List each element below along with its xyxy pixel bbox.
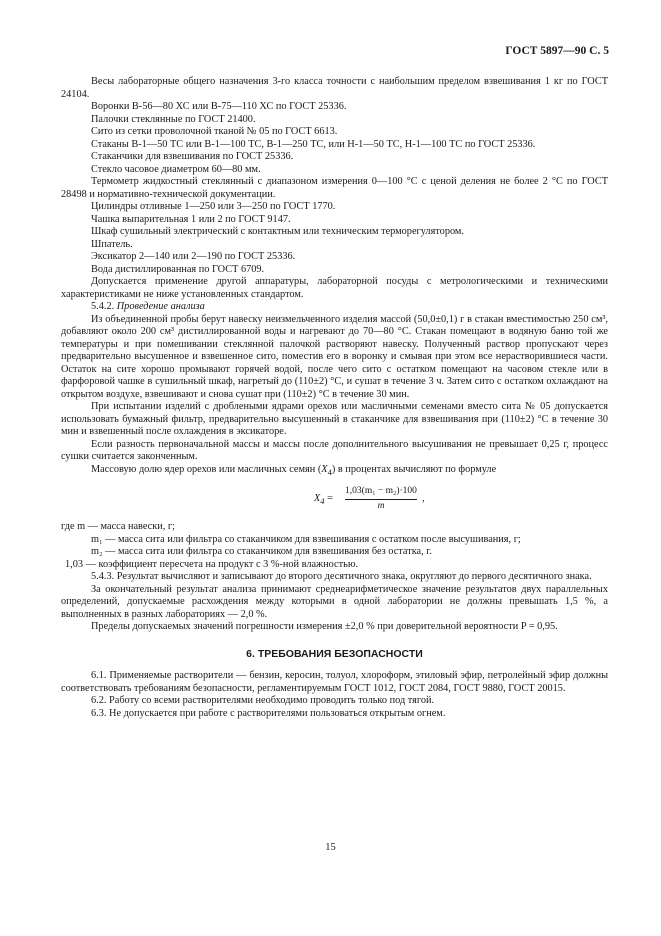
- equipment-item: Вода дистиллированная по ГОСТ 6709.: [91, 263, 265, 275]
- equipment-item: Воронки В-56—80 ХС или В-75—110 ХС по ГОСТ 25336.: [91, 101, 347, 112]
- analysis-paragraph: Если разность первоначальной массы и массы после дополнительного высушивания не превышает 0,25 г, процесс сушки считается законченным.: [61, 438, 608, 462]
- equipment-item: Стекло часовое диаметром 60—80 мм.: [91, 163, 261, 175]
- rounding-paragraph: 5.4.3. Результат вычисляют и записывают до второго десятичного знака, округляют до первого десятичного знака.: [91, 571, 592, 583]
- safety-paragraph: 6.2. Работу со всеми растворителями необходимо проводить только под тягой.: [91, 695, 435, 707]
- allow-paragraph: Допускается применение другой аппаратуры, лабораторной посуды с метрологическими и техническими характеристиками не ниже установленных стандартом.: [61, 276, 608, 300]
- equipment-item: Весы лабораторные общего назначения 3-го класса точности с наибольшим пределом взвешивания 1 кг по ГОСТ 24104.: [61, 76, 608, 100]
- formula-intro: [61, 464, 608, 479]
- limits-paragraph: Пределы допускаемых значений погрешности измерения ±2,0 % при доверительной вероятности P = 0,95.: [91, 621, 558, 633]
- formula-lhs-sub: 4: [320, 496, 325, 507]
- page-header: ГОСТ 5897—90 С. 5: [505, 45, 609, 57]
- equipment-item: Шпатель.: [91, 238, 133, 250]
- formula-intro-text-end: ) в процентах вычисляют по формуле: [331, 463, 497, 475]
- formula-fraction: [345, 485, 417, 512]
- equipment-list: [61, 76, 608, 276]
- formula-intro-var: X: [321, 463, 328, 475]
- analysis-paragraph: При испытании изделий с дроблеными ядрами орехов или масличными семенами вместо сита № 05 допускается использовать бумажный фильтр, предварительно высушенный в стаканчике для взвешивания при (110±2) °С в течение 30 мин и взвешенный после охлаждения в эксикаторе.: [61, 401, 608, 437]
- definition-m1: m₁ — масса сита или фильтра со стаканчиком для взвешивания с остатком после высушивания, г;: [91, 533, 521, 545]
- page-number: 15: [325, 842, 336, 853]
- equipment-item: Стаканы В-1—50 ТС или В-1—100 ТС, В-1—250 ТС, или Н-1—50 ТС, Н-1—100 ТС по ГОСТ 25336.: [91, 138, 536, 150]
- analysis-heading: [61, 301, 608, 314]
- definition-m2: m₂ — масса сита или фильтра со стаканчиком для взвешивания без остатка, г.: [91, 546, 432, 558]
- formula-denominator: m: [377, 500, 385, 511]
- formula-eq: =: [324, 493, 333, 505]
- final-result-paragraph: За окончательный результат анализа принимают среднеарифметическое значение результатов двух параллельных определений, допускаемые расхождения между которыми в одной лаборатории не должны превышать 1,5 %, а выполненных в разных лабораториях — 2,0 %.: [61, 583, 608, 620]
- equipment-item: Цилиндры отливные 1—250 или 3—250 по ГОСТ 1770.: [91, 201, 336, 212]
- analysis-title: Проведение анализа: [116, 301, 205, 312]
- equipment-item: Эксикатор 2—140 или 2—190 по ГОСТ 25336.: [91, 251, 296, 262]
- formula-intro-text: Массовую долю ядер орехов или масличных семян (: [91, 463, 322, 475]
- formula-intro-sub: 4: [327, 466, 332, 477]
- definition-coef: 1,03 — коэффициент пересчета на продукт с 3 %-ной влажностью.: [65, 558, 359, 570]
- equipment-item: Шкаф сушильный электрический с контактным или техническим терморегулятором.: [91, 226, 465, 237]
- formula-numerator: 1,03(m₁ − m₂)·100: [345, 485, 417, 500]
- formula-lhs-var: X: [314, 493, 321, 505]
- equipment-item: Чашка выпарительная 1 или 2 по ГОСТ 9147.: [91, 213, 291, 225]
- equipment-item: Термометр жидкостный стеклянный с диапазоном измерения 0—100 °С с ценой деления не более 2 °С по ГОСТ 28498 и нормативно-технической документации.: [61, 176, 608, 200]
- equipment-item: Сито из сетки проволочной тканой № 05 по ГОСТ 6613.: [91, 126, 338, 137]
- formula-tail: ,: [422, 493, 425, 505]
- safety-title: 6. ТРЕБОВАНИЯ БЕЗОПАСНОСТИ: [246, 647, 423, 660]
- formula-lhs: [314, 493, 333, 508]
- analysis-number: 5.4.2.: [91, 301, 115, 312]
- equipment-item: Палочки стеклянные по ГОСТ 21400.: [91, 113, 256, 125]
- formula-definitions: [61, 521, 608, 571]
- analysis-paragraph: Из объединенной пробы берут навеску неизмельченного изделия массой (50,0±0,1) г в стакан вместимостью 250 см³, добавляют около 200 см³ дистиллированной воды и нагревают до 70—80 °С. Стакан помещают в водяную баню той же температуры и при помешивании стеклянной палочкой растворяют навеску. Полученный раствор пропускают через предварительно высушенное и взвешенное сито, поместив его в воронку и смывая при этом все нерастворившиеся части. Остаток на сите хорошо промывают горячей водой, после чего сито с остатком помещают на часовом стекле или в фарфоровой чашке в сушильный шкаф, нагретый до (110±2) °С, и сушат в течение 3 ч. Затем сито с остатком охлаждают на открытом воздухе, взвешивают и снова сушат при (110±2) °С в течение 30 мин.: [61, 313, 608, 400]
- definition-m: где m — масса навески, г;: [61, 521, 175, 533]
- safety-paragraph: 6.1. Применяемые растворители — бензин, керосин, толуол, хлороформ, этиловый эфир, петролейный эфир должны соответствовать требованиям безопасности, регламентируемым ГОСТ 1012, ГОСТ 2084, ГОСТ 9880, ГОСТ 20015.: [61, 670, 608, 694]
- safety-paragraph: 6.3. Не допускается при работе с растворителями пользоваться открытым огнем.: [91, 707, 446, 719]
- equipment-item: Стаканчики для взвешивания по ГОСТ 25336.: [91, 151, 294, 162]
- document-body: [61, 76, 608, 720]
- formula: [61, 485, 608, 515]
